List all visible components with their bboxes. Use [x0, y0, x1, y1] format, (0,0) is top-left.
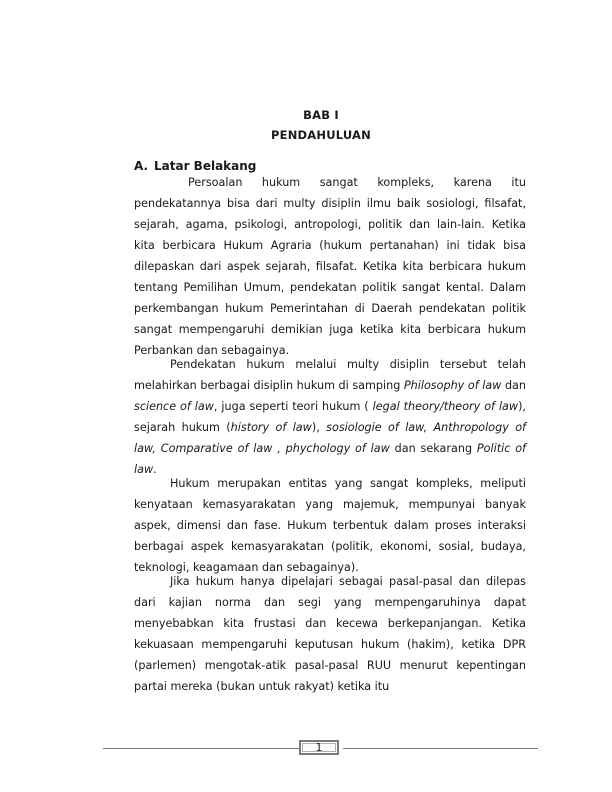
paragraph-text: [134, 354, 526, 480]
section-letter: A.: [134, 159, 149, 173]
paragraph-text: Hukum merupakan entitas yang sangat kompleks, meliputi kenyataan kemasyarakatan yang majemuk, mempunyai banyak aspek, dimensi dan fase. Hukum terbentuk dalam proses interaksi berbagai aspek kemasyarakatan (politik, ekonomi, sosial, budaya, teknologi, keagamaan dan sebagainya).: [134, 477, 526, 574]
footer-divider-right: [343, 748, 538, 749]
text-run: ),: [311, 421, 327, 434]
chapter-number: BAB I: [303, 108, 339, 122]
italic-term: history of law: [230, 421, 312, 434]
section-heading: [134, 159, 256, 173]
text-run: dan: [501, 379, 526, 392]
paragraph-text: Persoalan hukum sangat kompleks, karena itu pendekatannya bisa dari multy disiplin ilmu baik sosiologi, filsafat, sejarah, agama, psikologi, antropologi, politik dan lain-lain. Ketika kita berbicara Hukum Agraria (hukum pertanahan) ini tidak bisa dilepaskan dari aspek sejarah, filsafat. Ketika kita berbicara hukum tentang Pemilihan Umum, pendekatan politik sangat kental. Dalam perkembangan hukum Pemerintahan di Daerah pendekatan politik sangat mempengaruhi demikian juga ketika kita berbicara hukum Perbankan dan sebagainya.: [134, 176, 526, 357]
text-run: , juga seperti teori hukum (: [213, 400, 373, 413]
italic-term: sosiologie of law, Anthropology of law, Comparative of law , phychology of law: [134, 421, 526, 455]
paragraph-text: Jika hukum hanya dipelajari sebagai pasal-pasal dan dilepas dari kajian norma dan segi yang mempengaruhinya dapat menyebabkan kita frustasi dan kecewa berkepanjangan. Ketika kekuasaan mempengaruhi keputusan hukum (hakim), ketika DPR (parlemen) mengotak-atik pasal-pasal RUU menurut kepentingan partai mereka (bukan untuk rakyat) ketika itu: [134, 575, 526, 693]
paragraph-1: [134, 172, 526, 361]
paragraph-4: [134, 571, 526, 697]
page-number-box: [299, 740, 339, 755]
paragraph-2: [134, 354, 526, 480]
chapter-title: PENDAHULUAN: [271, 128, 371, 142]
italic-term: Politic of law: [134, 442, 526, 476]
italic-term: legal theory/theory of law: [372, 400, 519, 413]
text-run: Pendekatan hukum melalui multy disiplin tersebut telah melahirkan berbagai disiplin hukum di samping: [134, 358, 526, 392]
page-number: 1: [315, 741, 323, 754]
footer-divider-left: [103, 748, 299, 749]
italic-term: Philosophy of law: [403, 379, 502, 392]
paragraph-3: [134, 473, 526, 578]
text-run: ), sejarah hukum (: [134, 400, 526, 434]
italic-term: science of law: [134, 400, 214, 413]
text-run: .: [153, 463, 157, 476]
section-title: Latar Belakang: [154, 159, 257, 173]
text-run: dan sekarang: [389, 442, 477, 455]
